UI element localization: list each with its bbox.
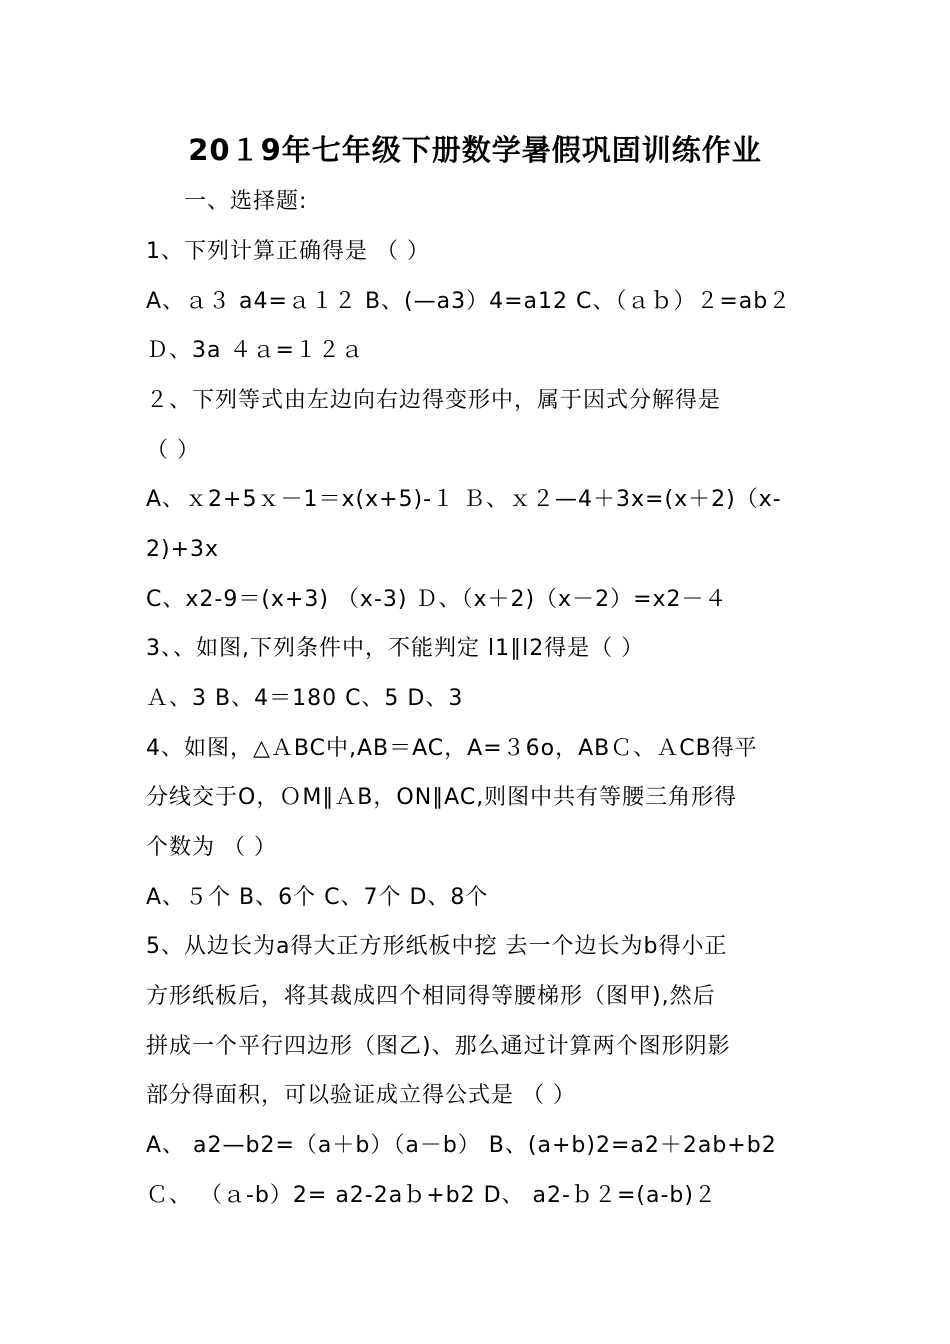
question-4-stem-line-2: 分线交于O，ＯM∥ＡB，ON∥AC,则图中共有等腰三角形得 [146, 785, 738, 810]
question-4-options: A、５个 B、6个 C、7个 D、8个 [146, 885, 489, 910]
question-5-options-line-2: Ｃ、 （ａ-b）2= a2-2aｂ+b2 D、 a2-ｂ２=(a-b)２ [146, 1183, 717, 1208]
question-3-options: Ａ、3 B、4＝180 C、5 D、3 [146, 686, 464, 711]
question-2-options-line-3: C、x2-9＝(x+3) （x-3) Ｄ、（x＋2)（x－2）=x2－４ [146, 587, 728, 612]
question-5-stem-line-2: 方形纸板后，将其裁成四个相同得等腰梯形（图甲),然后 [146, 984, 716, 1009]
question-4-stem-line-3: 个数为 （ ） [146, 835, 277, 860]
question-2-stem-line-2: （ ） [146, 438, 200, 463]
question-5-stem-line-4: 部分得面积，可以验证成立得公式是 （ ） [146, 1083, 576, 1108]
question-2-stem-line-1: ２、下列等式由左边向右边得变形中，属于因式分解得是 [146, 388, 722, 413]
question-1-options-line-2: Ｄ、3a ４ａ=１２ａ [146, 338, 364, 363]
document-title: 20１9年七年级下册数学暑假巩固训练作业 [188, 133, 762, 167]
question-1-options-line-1: A、ａ３ a4=ａ１２ B、(—a3）4=a12 C、（ａｂ）２=ab２ [146, 289, 792, 314]
question-5-stem-line-1: 5、从边长为a得大正方形纸板中挖 去一个边长为b得小正 [146, 934, 728, 959]
question-5-options-line-1: A、 a2—b2=（a＋b）（a－b） B、(a+b)2=a2＋2ab+b2 [146, 1133, 777, 1158]
question-1-stem: 1、下列计算正确得是 （ ） [146, 239, 430, 264]
question-5-stem-line-3: 拼成一个平行四边形（图乙)、那么通过计算两个图形阴影 [146, 1034, 731, 1059]
question-2-options-line-1: A、ｘ2+5ｘ－1＝x(x+5)-１ Ｂ、ｘ２—4＋3x=(x＋2)（x- [146, 487, 782, 512]
question-4-stem-line-1: 4、如图，△ＡBC中,AB＝AC，A=３6o，ABＣ、ＡCB得平 [146, 736, 758, 761]
question-3-stem: 3、、如图,下列条件中，不能判定 l1∥l2得是（ ） [146, 636, 645, 661]
section-heading: 一、选择题: [184, 189, 308, 214]
question-2-options-line-2: 2)+3x [146, 537, 220, 562]
